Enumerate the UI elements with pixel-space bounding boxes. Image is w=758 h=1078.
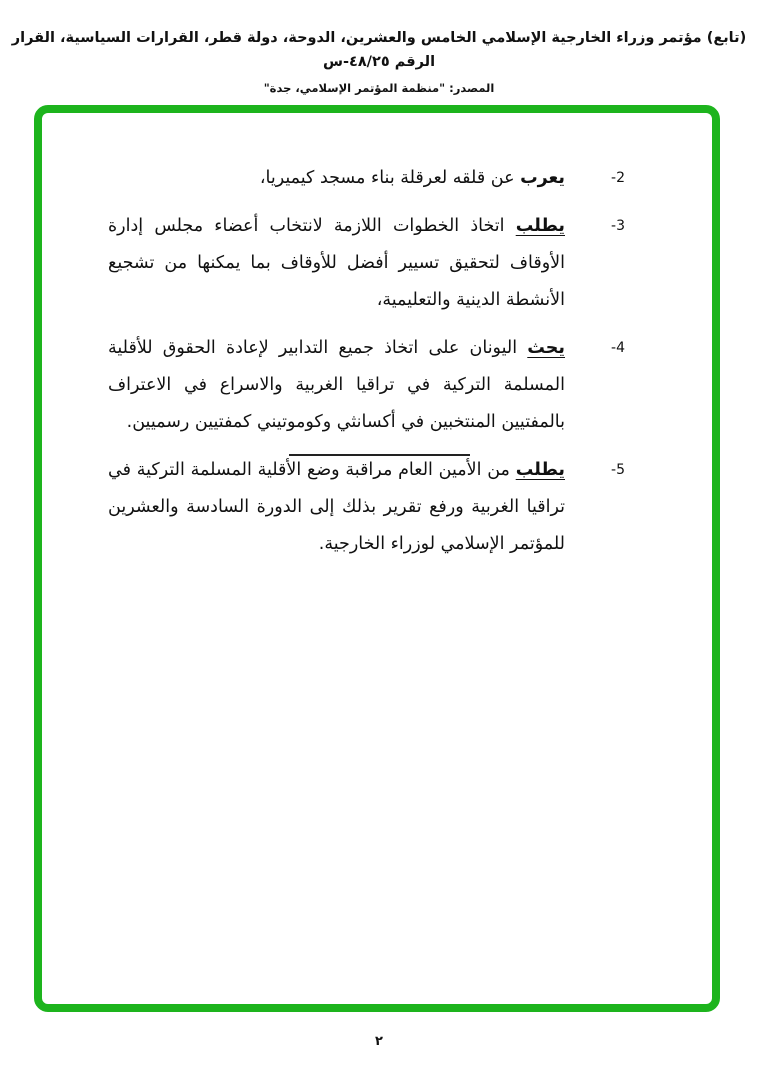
item-number: 3- bbox=[611, 218, 625, 234]
header-source: المصدر: "منظمة المؤتمر الإسلامي، جدة" bbox=[263, 81, 495, 95]
item-body-text: من الأمين العام مراقبة وضع الأقلية المسلمة التركية في تراقيا الغربية ورفع تقرير بذلك إلى الدورة السادسة والعشرين للمؤتمر الإسلامي لوزراء الخارجية. bbox=[108, 460, 565, 554]
page-header bbox=[0, 26, 758, 96]
page-number: ٢ bbox=[375, 1034, 383, 1049]
item-body-text: اتخاذ الخطوات اللازمة لانتخاب أعضاء مجلس إدارة الأوقاف لتحقيق تسيير أفضل للأوقاف بما يمكنها من تشجيع الأنشطة الدينية والتعليمية، bbox=[108, 216, 565, 310]
item-text bbox=[108, 208, 565, 319]
item-lead-word: يطلب bbox=[515, 460, 565, 480]
item-number: 5- bbox=[611, 462, 625, 478]
item-text bbox=[108, 160, 565, 197]
resolution-items bbox=[108, 160, 625, 574]
item-lead-word: يعرب bbox=[520, 168, 565, 188]
item-number: 4- bbox=[611, 340, 625, 356]
item-number: 2- bbox=[611, 170, 625, 186]
resolution-item-2 bbox=[108, 160, 625, 197]
item-text bbox=[108, 452, 565, 563]
item-body-text: عن قلقه لعرقلة بناء مسجد كيميريا، bbox=[259, 168, 521, 188]
item-lead-word: يطلب bbox=[515, 216, 565, 236]
header-title: (تابع) مؤتمر وزراء الخارجية الإسلامي الخامس والعشرين، الدوحة، دولة قطر، القرارات السياسية، القرار الرقم ٤٨/٢٥-س bbox=[11, 30, 747, 70]
item-lead-word: يحث bbox=[527, 338, 565, 358]
resolution-item-3 bbox=[108, 208, 625, 319]
item-body-text: اليونان على اتخاذ جميع التدابير لإعادة الحقوق للأقلية المسلمة التركية في تراقيا الغربية والاسراع في الاعتراف بالمفتيين المنتخبين في أكسانثي وكوموتيني كمفتيين رسميين. bbox=[108, 338, 565, 432]
section-divider bbox=[289, 454, 470, 456]
item-text bbox=[108, 330, 565, 441]
resolution-item-4 bbox=[108, 330, 625, 441]
resolution-item-5 bbox=[108, 452, 625, 563]
